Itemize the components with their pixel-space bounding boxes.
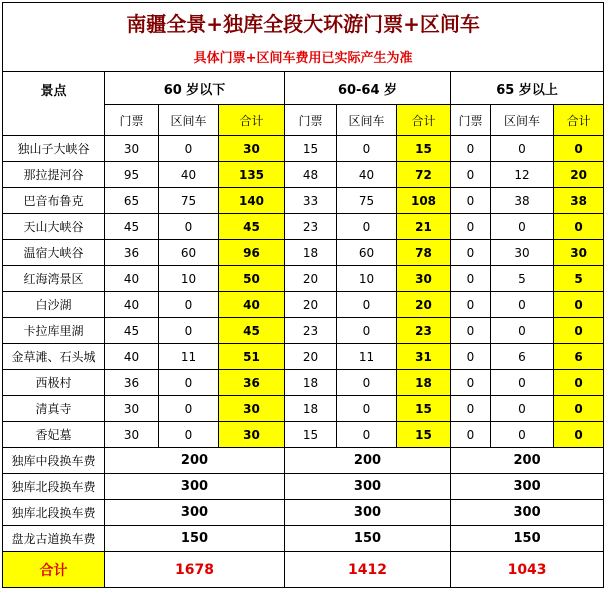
- value-cell: 10: [337, 266, 397, 292]
- value-cell: 0: [159, 396, 219, 422]
- subtotal-cell: 0: [554, 214, 604, 240]
- value-cell: 0: [159, 292, 219, 318]
- fee-value: 150: [285, 526, 451, 552]
- subtotal-cell: 135: [219, 162, 285, 188]
- subheader-ticket: 门票: [105, 105, 159, 136]
- value-cell: 0: [159, 214, 219, 240]
- subtotal-cell: 30: [397, 266, 451, 292]
- table-row: [3, 188, 604, 214]
- value-cell: 0: [491, 396, 554, 422]
- value-cell: 0: [451, 266, 491, 292]
- table-row: [3, 162, 604, 188]
- fee-value: 200: [285, 448, 451, 474]
- value-cell: 0: [451, 188, 491, 214]
- value-cell: 0: [491, 214, 554, 240]
- value-cell: 0: [491, 422, 554, 448]
- value-cell: 75: [159, 188, 219, 214]
- fee-row: [3, 500, 604, 526]
- value-cell: 40: [159, 162, 219, 188]
- fee-value: 200: [451, 448, 604, 474]
- fee-value: 200: [105, 448, 285, 474]
- fee-value: 300: [285, 474, 451, 500]
- value-cell: 0: [451, 240, 491, 266]
- value-cell: 11: [337, 344, 397, 370]
- value-cell: 30: [491, 240, 554, 266]
- page-subtitle: 具体门票+区间车费用已实际产生为准: [3, 41, 604, 72]
- value-cell: 0: [491, 292, 554, 318]
- value-cell: 0: [451, 214, 491, 240]
- table-row: [3, 422, 604, 448]
- subtotal-cell: 0: [554, 370, 604, 396]
- value-cell: 0: [337, 136, 397, 162]
- value-cell: 75: [337, 188, 397, 214]
- group-header-under-60: 60 岁以下: [105, 72, 285, 105]
- subtotal-cell: 0: [554, 292, 604, 318]
- value-cell: 36: [105, 370, 159, 396]
- fee-name: 独库北段换车费: [3, 474, 105, 500]
- table-row: [3, 318, 604, 344]
- subheader-shuttle: 区间车: [159, 105, 219, 136]
- value-cell: 0: [451, 318, 491, 344]
- value-cell: 33: [285, 188, 337, 214]
- value-cell: 0: [337, 318, 397, 344]
- subtotal-cell: 96: [219, 240, 285, 266]
- value-cell: 65: [105, 188, 159, 214]
- value-cell: 11: [159, 344, 219, 370]
- value-cell: 0: [159, 136, 219, 162]
- value-cell: 0: [451, 162, 491, 188]
- spot-name: 香妃墓: [3, 422, 105, 448]
- value-cell: 40: [105, 344, 159, 370]
- value-cell: 45: [105, 214, 159, 240]
- subtotal-cell: 20: [554, 162, 604, 188]
- subtotal-cell: 0: [554, 422, 604, 448]
- subheader-subtotal: 合计: [397, 105, 451, 136]
- subtotal-cell: 20: [397, 292, 451, 318]
- value-cell: 18: [285, 240, 337, 266]
- value-cell: 18: [285, 370, 337, 396]
- subheader-subtotal: 合计: [554, 105, 604, 136]
- subtotal-cell: 51: [219, 344, 285, 370]
- value-cell: 0: [337, 370, 397, 396]
- total-value: 1043: [451, 552, 604, 588]
- value-cell: 5: [491, 266, 554, 292]
- fee-name: 独库北段换车费: [3, 500, 105, 526]
- value-cell: 15: [285, 422, 337, 448]
- value-cell: 0: [337, 422, 397, 448]
- value-cell: 40: [105, 266, 159, 292]
- subtotal-cell: 50: [219, 266, 285, 292]
- fee-value: 300: [285, 500, 451, 526]
- subtotal-cell: 72: [397, 162, 451, 188]
- price-table: [2, 2, 604, 588]
- subtotal-cell: 18: [397, 370, 451, 396]
- subtotal-cell: 30: [219, 422, 285, 448]
- subtotal-cell: 40: [219, 292, 285, 318]
- value-cell: 60: [337, 240, 397, 266]
- table-row: [3, 136, 604, 162]
- value-cell: 40: [105, 292, 159, 318]
- value-cell: 0: [491, 370, 554, 396]
- value-cell: 0: [451, 136, 491, 162]
- subtotal-cell: 30: [219, 396, 285, 422]
- value-cell: 45: [105, 318, 159, 344]
- subtotal-cell: 15: [397, 396, 451, 422]
- value-cell: 0: [337, 292, 397, 318]
- fee-value: 300: [451, 500, 604, 526]
- spot-name: 独山子大峡谷: [3, 136, 105, 162]
- table-row: [3, 344, 604, 370]
- page-title: 南疆全景+独库全段大环游门票+区间车: [3, 3, 604, 42]
- subtotal-cell: 0: [554, 136, 604, 162]
- spot-name: 西极村: [3, 370, 105, 396]
- group-header-60-64: 60-64 岁: [285, 72, 451, 105]
- subtotal-cell: 108: [397, 188, 451, 214]
- value-cell: 40: [337, 162, 397, 188]
- table-row: [3, 266, 604, 292]
- subtotal-cell: 45: [219, 318, 285, 344]
- value-cell: 36: [105, 240, 159, 266]
- value-cell: 6: [491, 344, 554, 370]
- spot-name: 白沙湖: [3, 292, 105, 318]
- value-cell: 48: [285, 162, 337, 188]
- spot-name: 金草滩、石头城: [3, 344, 105, 370]
- value-cell: 95: [105, 162, 159, 188]
- value-cell: 0: [491, 318, 554, 344]
- subheader-ticket: 门票: [285, 105, 337, 136]
- subtotal-cell: 30: [554, 240, 604, 266]
- value-cell: 0: [451, 370, 491, 396]
- value-cell: 0: [491, 136, 554, 162]
- value-cell: 20: [285, 292, 337, 318]
- table-row: [3, 396, 604, 422]
- subtotal-cell: 78: [397, 240, 451, 266]
- fee-name: 盘龙古道换车费: [3, 526, 105, 552]
- value-cell: 0: [451, 344, 491, 370]
- fee-row: [3, 474, 604, 500]
- subheader-ticket: 门票: [451, 105, 491, 136]
- value-cell: 0: [337, 396, 397, 422]
- fee-value: 300: [105, 474, 285, 500]
- subtotal-cell: 36: [219, 370, 285, 396]
- fee-row: [3, 448, 604, 474]
- spot-name: 卡拉库里湖: [3, 318, 105, 344]
- subheader-shuttle: 区间车: [337, 105, 397, 136]
- total-value: 1412: [285, 552, 451, 588]
- subheader-subtotal: 合计: [219, 105, 285, 136]
- total-label: 合计: [3, 552, 105, 588]
- value-cell: 20: [285, 344, 337, 370]
- spot-name: 那拉提河谷: [3, 162, 105, 188]
- subheader-shuttle: 区间车: [491, 105, 554, 136]
- subtotal-cell: 140: [219, 188, 285, 214]
- subtotal-cell: 15: [397, 422, 451, 448]
- table-row: [3, 292, 604, 318]
- fee-name: 独库中段换车费: [3, 448, 105, 474]
- value-cell: 30: [105, 422, 159, 448]
- table-row: [3, 370, 604, 396]
- spot-name: 天山大峡谷: [3, 214, 105, 240]
- table-body: [3, 3, 604, 588]
- subtotal-cell: 5: [554, 266, 604, 292]
- value-cell: 0: [159, 422, 219, 448]
- subtotal-cell: 31: [397, 344, 451, 370]
- fee-row: [3, 526, 604, 552]
- group-header-65-plus: 65 岁以上: [451, 72, 604, 105]
- total-row: [3, 552, 604, 588]
- value-cell: 20: [285, 266, 337, 292]
- subtotal-cell: 0: [554, 318, 604, 344]
- fee-value: 300: [105, 500, 285, 526]
- subtotal-cell: 15: [397, 136, 451, 162]
- subtotal-cell: 21: [397, 214, 451, 240]
- value-cell: 0: [337, 214, 397, 240]
- value-cell: 30: [105, 396, 159, 422]
- subtotal-cell: 0: [554, 396, 604, 422]
- value-cell: 18: [285, 396, 337, 422]
- value-cell: 12: [491, 162, 554, 188]
- value-cell: 0: [451, 422, 491, 448]
- table-row: [3, 214, 604, 240]
- value-cell: 10: [159, 266, 219, 292]
- value-cell: 30: [105, 136, 159, 162]
- value-cell: 60: [159, 240, 219, 266]
- spot-name: 巴音布鲁克: [3, 188, 105, 214]
- spot-name: 红海湾景区: [3, 266, 105, 292]
- value-cell: 0: [159, 318, 219, 344]
- value-cell: 23: [285, 214, 337, 240]
- spot-header: 景点: [3, 72, 105, 136]
- subtotal-cell: 38: [554, 188, 604, 214]
- subtotal-cell: 23: [397, 318, 451, 344]
- subtotal-cell: 45: [219, 214, 285, 240]
- fee-value: 150: [105, 526, 285, 552]
- value-cell: 38: [491, 188, 554, 214]
- value-cell: 0: [159, 370, 219, 396]
- table-row: [3, 240, 604, 266]
- fee-value: 150: [451, 526, 604, 552]
- spot-name: 温宿大峡谷: [3, 240, 105, 266]
- subtotal-cell: 6: [554, 344, 604, 370]
- value-cell: 15: [285, 136, 337, 162]
- value-cell: 0: [451, 396, 491, 422]
- subtotal-cell: 30: [219, 136, 285, 162]
- spot-name: 清真寺: [3, 396, 105, 422]
- total-value: 1678: [105, 552, 285, 588]
- value-cell: 23: [285, 318, 337, 344]
- fee-value: 300: [451, 474, 604, 500]
- value-cell: 0: [451, 292, 491, 318]
